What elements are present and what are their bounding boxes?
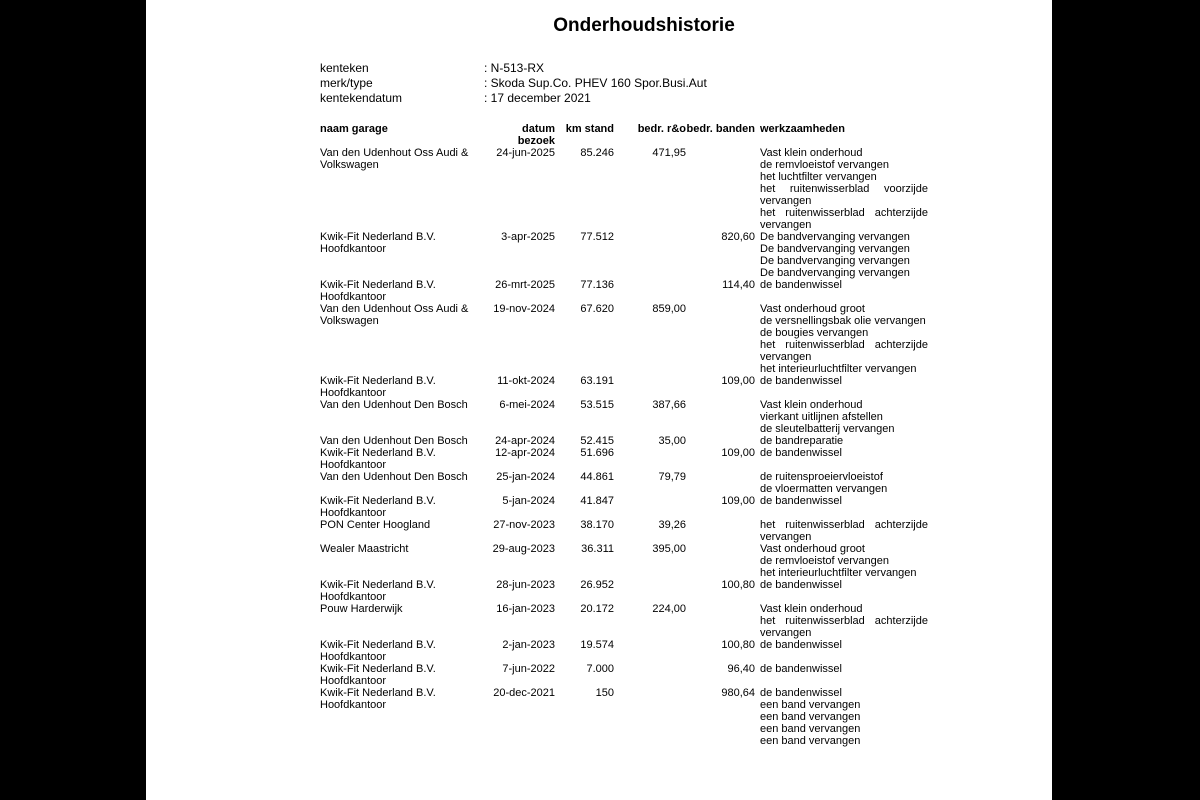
work-items [760, 147, 928, 231]
work-items [760, 375, 928, 387]
table-row [320, 375, 930, 399]
garage-name: Wealer Maastricht [320, 543, 409, 555]
repair-maintenance-amount: 387,66 [652, 399, 686, 411]
table-body [320, 147, 930, 747]
page-title: Onderhoudshistorie [553, 15, 735, 36]
tyres-amount: 109,00 [721, 447, 755, 459]
work-items [760, 231, 928, 279]
km-reading: 41.847 [580, 495, 614, 507]
visit-date: 2-jan-2023 [502, 639, 555, 651]
work-item: Vast klein onderhoud [760, 147, 863, 159]
work-items [760, 519, 928, 543]
work-item: Vast klein onderhoud [760, 603, 863, 615]
work-item: de bandreparatie [760, 435, 844, 447]
work-item: het interieurluchtfilter vervangen [760, 567, 917, 579]
work-items [760, 663, 928, 675]
document-page [146, 0, 1052, 800]
work-item: De bandvervanging vervangen [760, 255, 910, 267]
km-reading: 85.246 [580, 147, 614, 159]
work-item: een band vervangen [760, 699, 861, 711]
garage-name: Van den Udenhout Den Bosch [320, 399, 468, 411]
table-row [320, 471, 930, 495]
table-row [320, 447, 930, 471]
repair-maintenance-amount: 224,00 [652, 603, 686, 615]
table-row [320, 279, 930, 303]
kentekendatum-value: : 17 december 2021 [484, 91, 591, 105]
tyres-amount: 96,40 [727, 663, 755, 675]
work-item: het ruitenwisserblad achterzijde vervangen [760, 339, 928, 363]
visit-date: 28-jun-2023 [496, 579, 555, 591]
header-datum-bezoek: datum bezoek [517, 123, 555, 147]
table-row [320, 303, 930, 375]
work-item: Vast onderhoud groot [760, 303, 865, 315]
tyres-amount: 100,80 [721, 579, 755, 591]
tyres-amount: 820,60 [721, 231, 755, 243]
work-item: de bandenwissel [760, 579, 842, 591]
work-items [760, 687, 928, 747]
work-item: de bandenwissel [760, 375, 842, 387]
work-items [760, 543, 928, 579]
km-reading: 20.172 [580, 603, 614, 615]
work-item: een band vervangen [760, 723, 861, 735]
garage-name: Pouw Harderwijk [320, 603, 403, 615]
visit-date: 24-apr-2024 [495, 435, 555, 447]
repair-maintenance-amount: 35,00 [658, 435, 686, 447]
table-row [320, 603, 930, 639]
vehicle-info-row [320, 91, 707, 106]
km-reading: 77.136 [580, 279, 614, 291]
work-item: een band vervangen [760, 711, 861, 723]
garage-name: Kwik-Fit Nederland B.V. Hoofdkantoor [320, 447, 436, 471]
work-item: een band vervangen [760, 735, 861, 747]
km-reading: 67.620 [580, 303, 614, 315]
garage-name: Kwik-Fit Nederland B.V. Hoofdkantoor [320, 579, 436, 603]
garage-name: Kwik-Fit Nederland B.V. Hoofdkantoor [320, 495, 436, 519]
garage-name: Van den Udenhout Oss Audi & Volkswagen [320, 303, 469, 327]
table-header-row [320, 123, 930, 147]
service-history-table [320, 123, 930, 747]
work-item: De bandvervanging vervangen [760, 231, 910, 243]
work-item: het ruitenwisserblad voorzijde vervangen [760, 183, 928, 207]
work-items [760, 399, 928, 435]
work-items [760, 303, 928, 375]
table-row [320, 543, 930, 579]
work-item: De bandvervanging vervangen [760, 243, 910, 255]
work-item: het ruitenwisserblad achterzijde vervangen [760, 615, 928, 639]
visit-date: 27-nov-2023 [493, 519, 555, 531]
work-items [760, 471, 928, 495]
garage-name: Van den Udenhout Den Bosch [320, 471, 468, 483]
work-item: de versnellingsbak olie vervangen [760, 315, 926, 327]
header-bedr-banden: bedr. banden [686, 123, 755, 135]
km-reading: 38.170 [580, 519, 614, 531]
vehicle-info [320, 61, 707, 106]
tyres-amount: 109,00 [721, 495, 755, 507]
table-row [320, 231, 930, 279]
tyres-amount: 114,40 [722, 279, 755, 291]
table-row [320, 663, 930, 687]
work-item: het ruitenwisserblad achterzijde vervangen [760, 207, 928, 231]
header-km-stand: km stand [565, 123, 614, 135]
garage-name: Kwik-Fit Nederland B.V. Hoofdkantoor [320, 687, 436, 711]
visit-date: 7-jun-2022 [502, 663, 555, 675]
visit-date: 29-aug-2023 [492, 543, 555, 555]
tyres-amount: 100,80 [721, 639, 755, 651]
merk-type-value: : Skoda Sup.Co. PHEV 160 Spor.Busi.Aut [484, 76, 707, 90]
km-reading: 53.515 [580, 399, 614, 411]
work-item: Vast onderhoud groot [760, 543, 865, 555]
visit-date: 3-apr-2025 [501, 231, 555, 243]
work-item: de bandenwissel [760, 663, 842, 675]
tyres-amount: 109,00 [721, 375, 755, 387]
km-reading: 36.311 [581, 543, 614, 555]
repair-maintenance-amount: 859,00 [652, 303, 686, 315]
visit-date: 16-jan-2023 [496, 603, 555, 615]
work-items [760, 495, 928, 507]
work-item: De bandvervanging vervangen [760, 267, 910, 279]
work-item: het interieurluchtfilter vervangen [760, 363, 917, 375]
km-reading: 44.861 [580, 471, 614, 483]
work-item: de remvloeistof vervangen [760, 159, 890, 171]
km-reading: 51.696 [580, 447, 614, 459]
work-item: de bougies vervangen [760, 327, 869, 339]
work-item: de ruitensproeiervloeistof [760, 471, 883, 483]
vehicle-info-row [320, 61, 707, 76]
vehicle-info-row [320, 76, 707, 91]
km-reading: 150 [595, 687, 614, 699]
garage-name: Kwik-Fit Nederland B.V. Hoofdkantoor [320, 663, 436, 687]
work-item: de bandenwissel [760, 447, 842, 459]
visit-date: 6-mei-2024 [499, 399, 555, 411]
visit-date: 12-apr-2024 [495, 447, 555, 459]
work-items [760, 639, 928, 651]
garage-name: Kwik-Fit Nederland B.V. Hoofdkantoor [320, 639, 436, 663]
table-row [320, 495, 930, 519]
work-item: de bandenwissel [760, 687, 842, 699]
table-row [320, 687, 930, 747]
work-items [760, 435, 928, 447]
garage-name: Kwik-Fit Nederland B.V. Hoofdkantoor [320, 375, 436, 399]
merk-type-label: merk/type [320, 76, 373, 90]
garage-name: Van den Udenhout Oss Audi & Volkswagen [320, 147, 469, 171]
visit-date: 24-jun-2025 [496, 147, 555, 159]
table-row [320, 147, 930, 231]
header-naam-garage: naam garage [320, 123, 388, 135]
km-reading: 63.191 [580, 375, 614, 387]
km-reading: 19.574 [580, 639, 614, 651]
header-werkzaamheden: werkzaamheden [760, 123, 845, 135]
work-items [760, 603, 928, 639]
header-bedr-ro: bedr. r&o [637, 123, 686, 135]
tyres-amount: 980,64 [721, 687, 755, 699]
table-row [320, 639, 930, 663]
repair-maintenance-amount: 471,95 [652, 147, 686, 159]
garage-name: Kwik-Fit Nederland B.V. Hoofdkantoor [320, 231, 436, 255]
visit-date: 11-okt-2024 [497, 375, 555, 387]
work-item: de sleutelbatterij vervangen [760, 423, 895, 435]
visit-date: 5-jan-2024 [502, 495, 555, 507]
visit-date: 19-nov-2024 [493, 303, 555, 315]
km-reading: 52.415 [580, 435, 614, 447]
work-item: de vloermatten vervangen [760, 483, 888, 495]
table-row [320, 435, 930, 447]
work-item: het luchtfilter vervangen [760, 171, 877, 183]
garage-name: Kwik-Fit Nederland B.V. Hoofdkantoor [320, 279, 436, 303]
table-row [320, 399, 930, 435]
kenteken-label: kenteken [320, 61, 369, 75]
visit-date: 26-mrt-2025 [495, 279, 555, 291]
work-item: vierkant uitlijnen afstellen [760, 411, 883, 423]
work-items [760, 447, 928, 459]
repair-maintenance-amount: 39,26 [658, 519, 686, 531]
kentekendatum-label: kentekendatum [320, 91, 403, 105]
work-item: de remvloeistof vervangen [760, 555, 890, 567]
table-row [320, 579, 930, 603]
km-reading: 26.952 [580, 579, 614, 591]
work-item: de bandenwissel [760, 495, 842, 507]
repair-maintenance-amount: 395,00 [652, 543, 686, 555]
garage-name: Van den Udenhout Den Bosch [320, 435, 468, 447]
repair-maintenance-amount: 79,79 [658, 471, 686, 483]
work-items [760, 279, 928, 291]
work-item: het ruitenwisserblad achterzijde vervangen [760, 519, 928, 543]
kenteken-value: : N-513-RX [484, 61, 545, 75]
garage-name: PON Center Hoogland [320, 519, 431, 531]
work-item: de bandenwissel [760, 279, 842, 291]
work-item: de bandenwissel [760, 639, 842, 651]
km-reading: 77.512 [580, 231, 614, 243]
table-row [320, 519, 930, 543]
visit-date: 20-dec-2021 [493, 687, 555, 699]
km-reading: 7.000 [586, 663, 614, 675]
work-item: Vast klein onderhoud [760, 399, 863, 411]
visit-date: 25-jan-2024 [496, 471, 555, 483]
work-items [760, 579, 928, 591]
